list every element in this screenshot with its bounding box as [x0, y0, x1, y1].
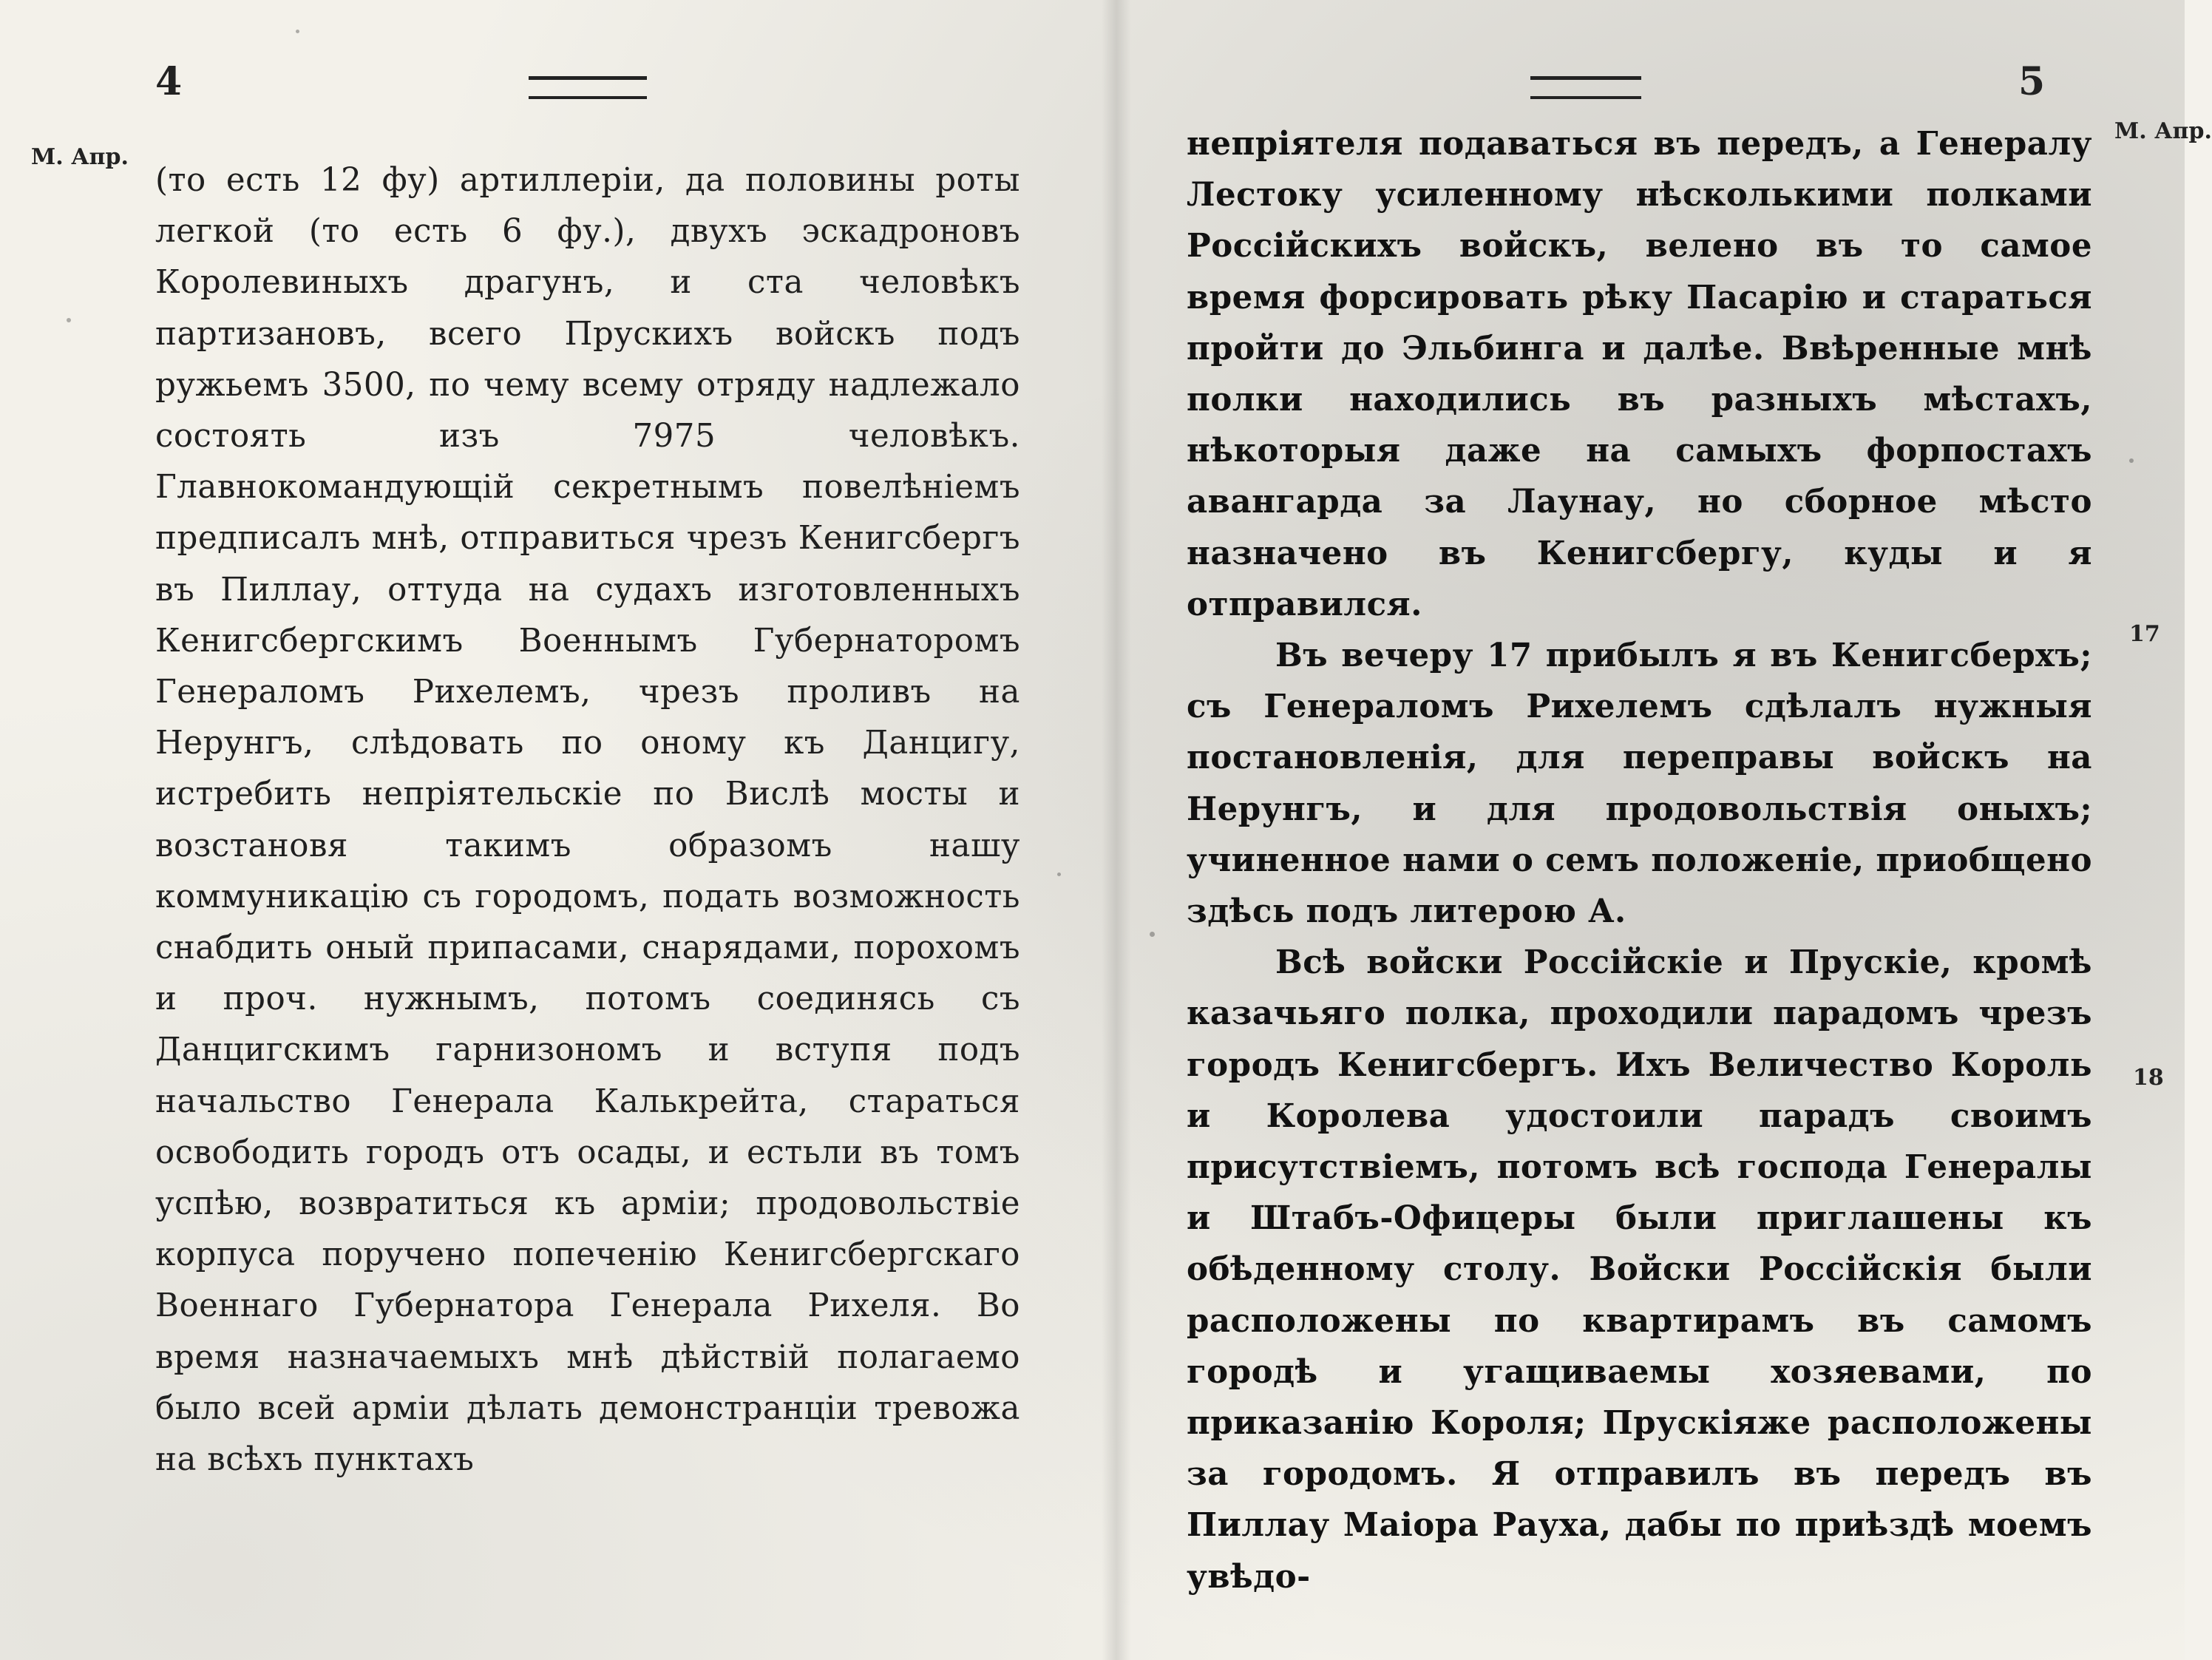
- book-gutter: [1102, 0, 1131, 1660]
- paragraph: непріятеля подаваться въ передъ, а Генералу Лестоку усиленному нѣсколькими полками Россійскихъ войскъ, велено въ то самое время форсировать рѣку Пасарію и стараться пройти до Эльбинга и далѣе. Ввѣренные мнѣ полки находились въ разныхъ мѣстахъ, нѣкоторыя даже на самыхъ форпостахъ авангарда за Лаунау, но сборное мѣсто назначено въ Кенигсбергу, куды и я отправился.: [1187, 125, 2092, 623]
- paper-speck: [2129, 458, 2134, 463]
- paper-speck: [1057, 873, 1061, 876]
- margin-note-month: М. Апр.: [31, 144, 129, 170]
- margin-note-month: М. Апр.: [2114, 118, 2212, 144]
- right-page: [1131, 0, 2212, 1660]
- paper-speck: [1150, 932, 1155, 937]
- body-text-right: [1187, 118, 2092, 1602]
- page-number-right: 5: [2018, 59, 2046, 104]
- left-page: [0, 0, 1102, 1660]
- paragraph: Всѣ войски Россійскіе и Прускіе, кромѣ казачьяго полка, проходили парадомъ чрезъ городъ Кенигсбергъ. Ихъ Величество Король и Королева удостоили парадъ своимъ присутствіемъ, потомъ всѣ господа Генералы и Штабъ-Офицеры были приглашены къ обѣденному столу. Войски Россійскія были расположены по квартирамъ въ самомъ городѣ и угащиваемы хозяевами, по приказанію Короля; Прускіяже расположены за городомъ. Я отправилъ въ передъ въ Пиллау Маіора Рауха, дабы по приѣздѣ моемъ увѣдо-: [1187, 944, 2092, 1596]
- paper-speck: [296, 30, 299, 33]
- header-rule-left: [529, 76, 647, 99]
- body-text-left: [155, 155, 1020, 1485]
- header-rule-right: [1530, 76, 1641, 99]
- paper-speck: [67, 318, 71, 322]
- paragraph: (то есть 12 фу) артиллеріи, да половины роты легкой (то есть 6 фу.), двухъ эскадроновъ Королевиныхъ драгунъ, и ста человѣкъ партизановъ, всего Прускихъ войскъ подъ ружьемъ 3500, по чему всему отряду надлежало состоять изъ 7975 человѣкъ. Главнокомандующій секретнымъ повелѣніемъ предписалъ мнѣ, отправиться чрезъ Кенигсбергъ въ Пиллау, оттуда на судахъ изготовленныхъ Кенигсбергскимъ Военнымъ Губернаторомъ Генераломъ Рихелемъ, чрезъ проливъ на Нерунгъ, слѣдовать по оному къ Данцигу, истребить непріятельскіе по Вислѣ мосты и возстановя такимъ образомъ нашу коммуникацію съ городомъ, подать возможность снабдить оный припасами, снарядами, порохомъ и проч. нужнымъ, потомъ соединясь съ Данцигскимъ гарнизономъ и вступя подъ начальство Генерала Калькрейта, стараться освободить городъ отъ осады, и естьли въ томъ успѣю, возвратиться къ арміи; продовольствіе корпуса поручено попеченію Кенигсбергскаго Военнаго Губернатора Генерала Рихеля. Во время назначаемыхъ мнѣ дѣйствій полагаемо было всей арміи дѣлать демонстранціи тревожа на всѣхъ пунктахъ: [155, 162, 1020, 1479]
- margin-note-day-17: 17: [2129, 621, 2160, 647]
- margin-note-day-18: 18: [2133, 1065, 2164, 1091]
- paragraph: Въ вечеру 17 прибылъ я въ Кенигсберхъ; съ Генераломъ Рихелемъ сдѣлалъ нужныя постановленія, для переправы войскъ на Нерунгъ, и для продовольствія оныхъ; учиненное нами о семъ положеніе, приобщено здѣсь подъ литерою А.: [1187, 637, 2092, 931]
- page-number-left: 4: [155, 59, 183, 104]
